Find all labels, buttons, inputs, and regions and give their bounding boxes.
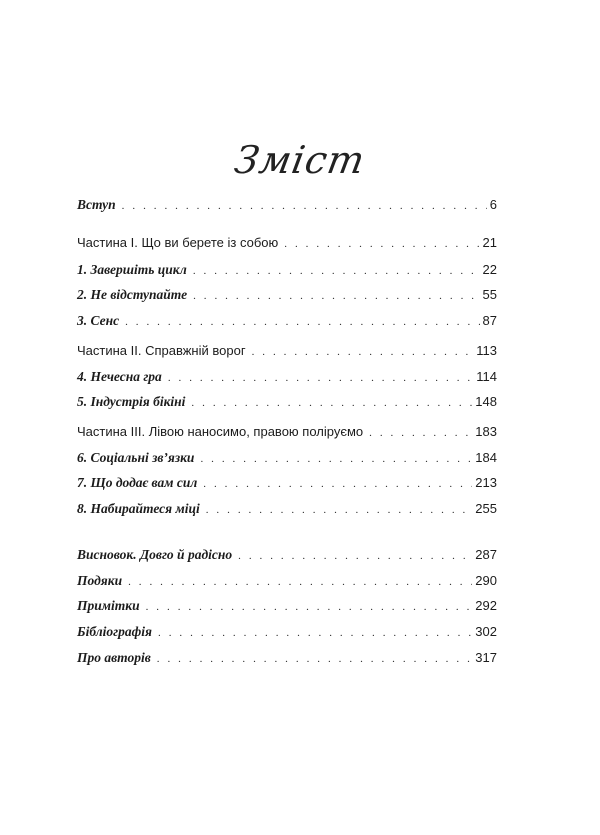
toc-entry-page: 55 <box>482 287 497 302</box>
dot-leader <box>191 397 472 409</box>
toc-entry-page: 148 <box>475 394 497 409</box>
toc-entry-label: 4. Нечесна гра <box>77 369 162 384</box>
dot-leader <box>122 200 487 212</box>
toc-entry-part-3[interactable] <box>77 424 497 446</box>
toc-entry-label: 8. Набирайтеся міці <box>77 501 200 516</box>
dot-leader <box>128 576 472 588</box>
dot-leader <box>157 653 473 665</box>
toc-entry-part-2[interactable] <box>77 343 497 365</box>
toc-entry-label: 3. Сенс <box>77 313 120 328</box>
toc-entry-label: 6. Соціальні зв’язки <box>77 450 195 465</box>
dot-leader <box>125 316 479 328</box>
toc-entry-about-authors[interactable] <box>77 650 497 672</box>
toc-entry-conclusion[interactable] <box>77 547 497 569</box>
toc-entry-label: Частина II. Справжній ворог <box>77 343 246 358</box>
toc-entry-page: 292 <box>475 598 497 613</box>
toc-entry-label: Про авторів <box>77 650 151 665</box>
toc-entry-page: 287 <box>475 547 497 562</box>
toc-entry-page: 22 <box>482 262 497 277</box>
dot-leader <box>252 346 474 358</box>
toc-entry-page: 184 <box>475 450 497 465</box>
toc-entry-page: 21 <box>482 235 497 250</box>
toc-entry-chapter-6[interactable] <box>77 450 497 472</box>
toc-entry-label: 2. Не відступайте <box>77 287 188 302</box>
toc-entry-part-1[interactable] <box>77 235 497 257</box>
toc-entry-intro[interactable] <box>77 197 497 219</box>
dot-leader <box>369 427 472 439</box>
dot-leader <box>200 453 472 465</box>
toc-entry-label: Примітки <box>77 598 140 613</box>
dot-leader <box>193 265 480 277</box>
toc-entry-page: 317 <box>475 650 497 665</box>
toc-entry-label: Вступ <box>77 197 116 212</box>
toc-entry-chapter-3[interactable] <box>77 313 497 335</box>
toc-entry-notes[interactable] <box>77 598 497 620</box>
dot-leader <box>193 290 479 302</box>
toc-entry-page: 183 <box>475 424 497 439</box>
dot-leader <box>284 238 479 250</box>
toc-entry-page: 113 <box>476 343 497 358</box>
toc-entry-page: 87 <box>482 313 497 328</box>
toc-entry-acknowledgments[interactable] <box>77 573 497 595</box>
toc-entry-chapter-8[interactable] <box>77 501 497 523</box>
toc-entry-chapter-4[interactable] <box>77 369 497 391</box>
toc-entry-chapter-1[interactable] <box>77 262 497 284</box>
toc-entry-label: 1. Завершіть цикл <box>77 262 187 277</box>
toc-entry-bibliography[interactable] <box>77 624 497 646</box>
page-title: Зміст <box>231 138 369 182</box>
dot-leader <box>203 478 472 490</box>
toc-entry-page: 255 <box>475 501 497 516</box>
toc-entry-page: 213 <box>475 475 497 490</box>
toc-entry-page: 302 <box>475 624 497 639</box>
dot-leader <box>206 504 473 516</box>
toc-entry-label: 7. Що додає вам сил <box>77 475 198 490</box>
toc-entry-label: Висновок. Довго й радісно <box>77 547 233 562</box>
dot-leader <box>158 627 472 639</box>
toc-entry-label: 5. Індустрія бікіні <box>77 394 186 409</box>
toc-entry-label: Частина I. Що ви берете із собою <box>77 235 279 250</box>
toc-entry-page: 290 <box>475 573 497 588</box>
toc-entry-chapter-7[interactable] <box>77 475 497 497</box>
dot-leader <box>168 372 473 384</box>
dot-leader <box>238 550 472 562</box>
toc-entry-chapter-2[interactable] <box>77 287 497 309</box>
toc-entry-label: Бібліографія <box>77 624 153 639</box>
dot-leader <box>146 601 473 613</box>
toc-entry-label: Подяки <box>77 573 123 588</box>
toc-entry-chapter-5[interactable] <box>77 394 497 416</box>
toc-entry-page: 114 <box>476 369 497 384</box>
toc-entry-page: 6 <box>489 197 497 212</box>
toc-entry-label: Частина III. Лівою наносимо, правою поліруємо <box>77 424 364 439</box>
